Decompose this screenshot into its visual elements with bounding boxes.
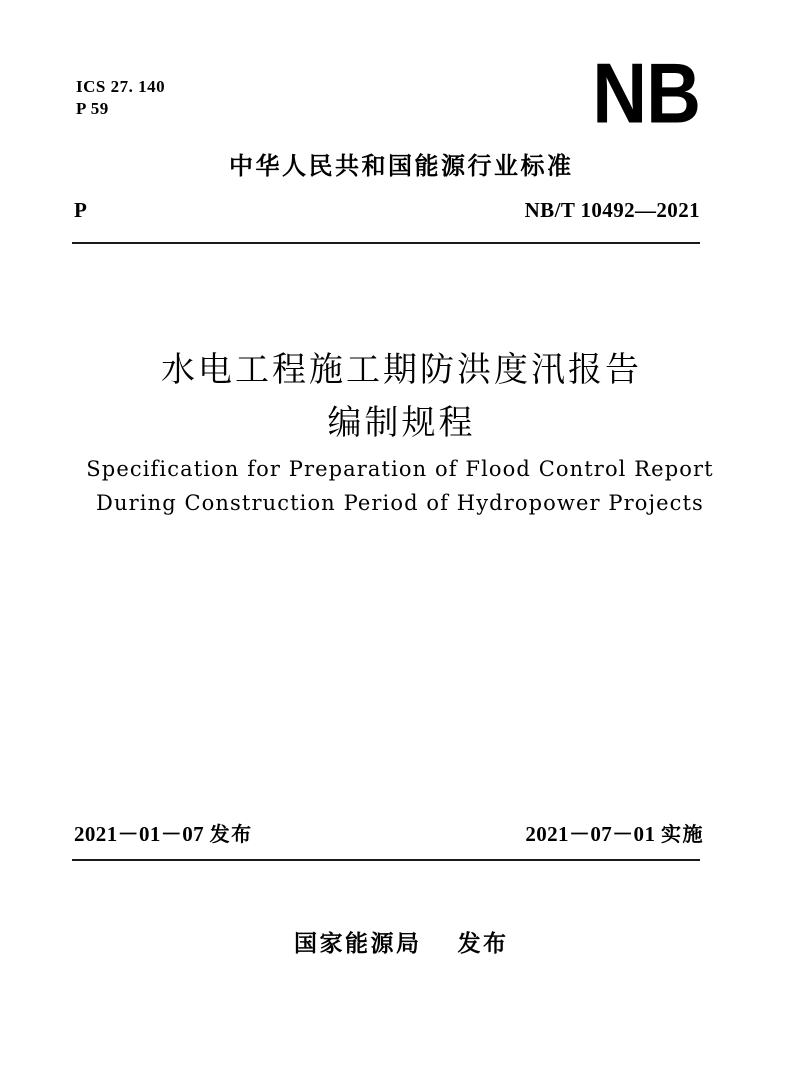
title-english-line-1: Specification for Preparation of Flood Control Report <box>86 457 714 481</box>
nb-logo: NB <box>592 46 700 142</box>
title-english-line-2: During Construction Period of Hydropower Projects <box>96 491 704 516</box>
issue-date-label: 发布 <box>209 822 253 846</box>
effective-date <box>525 818 704 848</box>
standard-number: NB/T 10492—2021 <box>524 198 700 222</box>
publisher-line: 国家能源局 发布 <box>293 931 509 957</box>
issue-date-value: 2021－01－07 <box>74 822 210 846</box>
catalog-code: P 59 <box>76 99 109 119</box>
title-chinese-line-1: 水电工程施工期防洪度汛报告 <box>161 350 642 390</box>
title-chinese <box>0 344 800 449</box>
classification-mark: P <box>74 198 88 222</box>
issuing-authority-line: 中华人民共和国能源行业标准 <box>229 152 574 180</box>
title-english <box>0 452 800 520</box>
effective-date-label: 实施 <box>661 822 704 846</box>
date-row <box>74 818 704 848</box>
footer-divider-rule <box>72 859 700 861</box>
ics-classification-block <box>76 76 165 121</box>
issue-date <box>74 818 253 848</box>
effective-date-value: 2021－07－01 <box>525 822 661 846</box>
header-divider-rule <box>72 242 700 244</box>
title-chinese-line-2: 编制规程 <box>327 402 476 443</box>
ics-code: ICS 27. 140 <box>76 77 166 96</box>
standard-number-row <box>74 198 700 223</box>
